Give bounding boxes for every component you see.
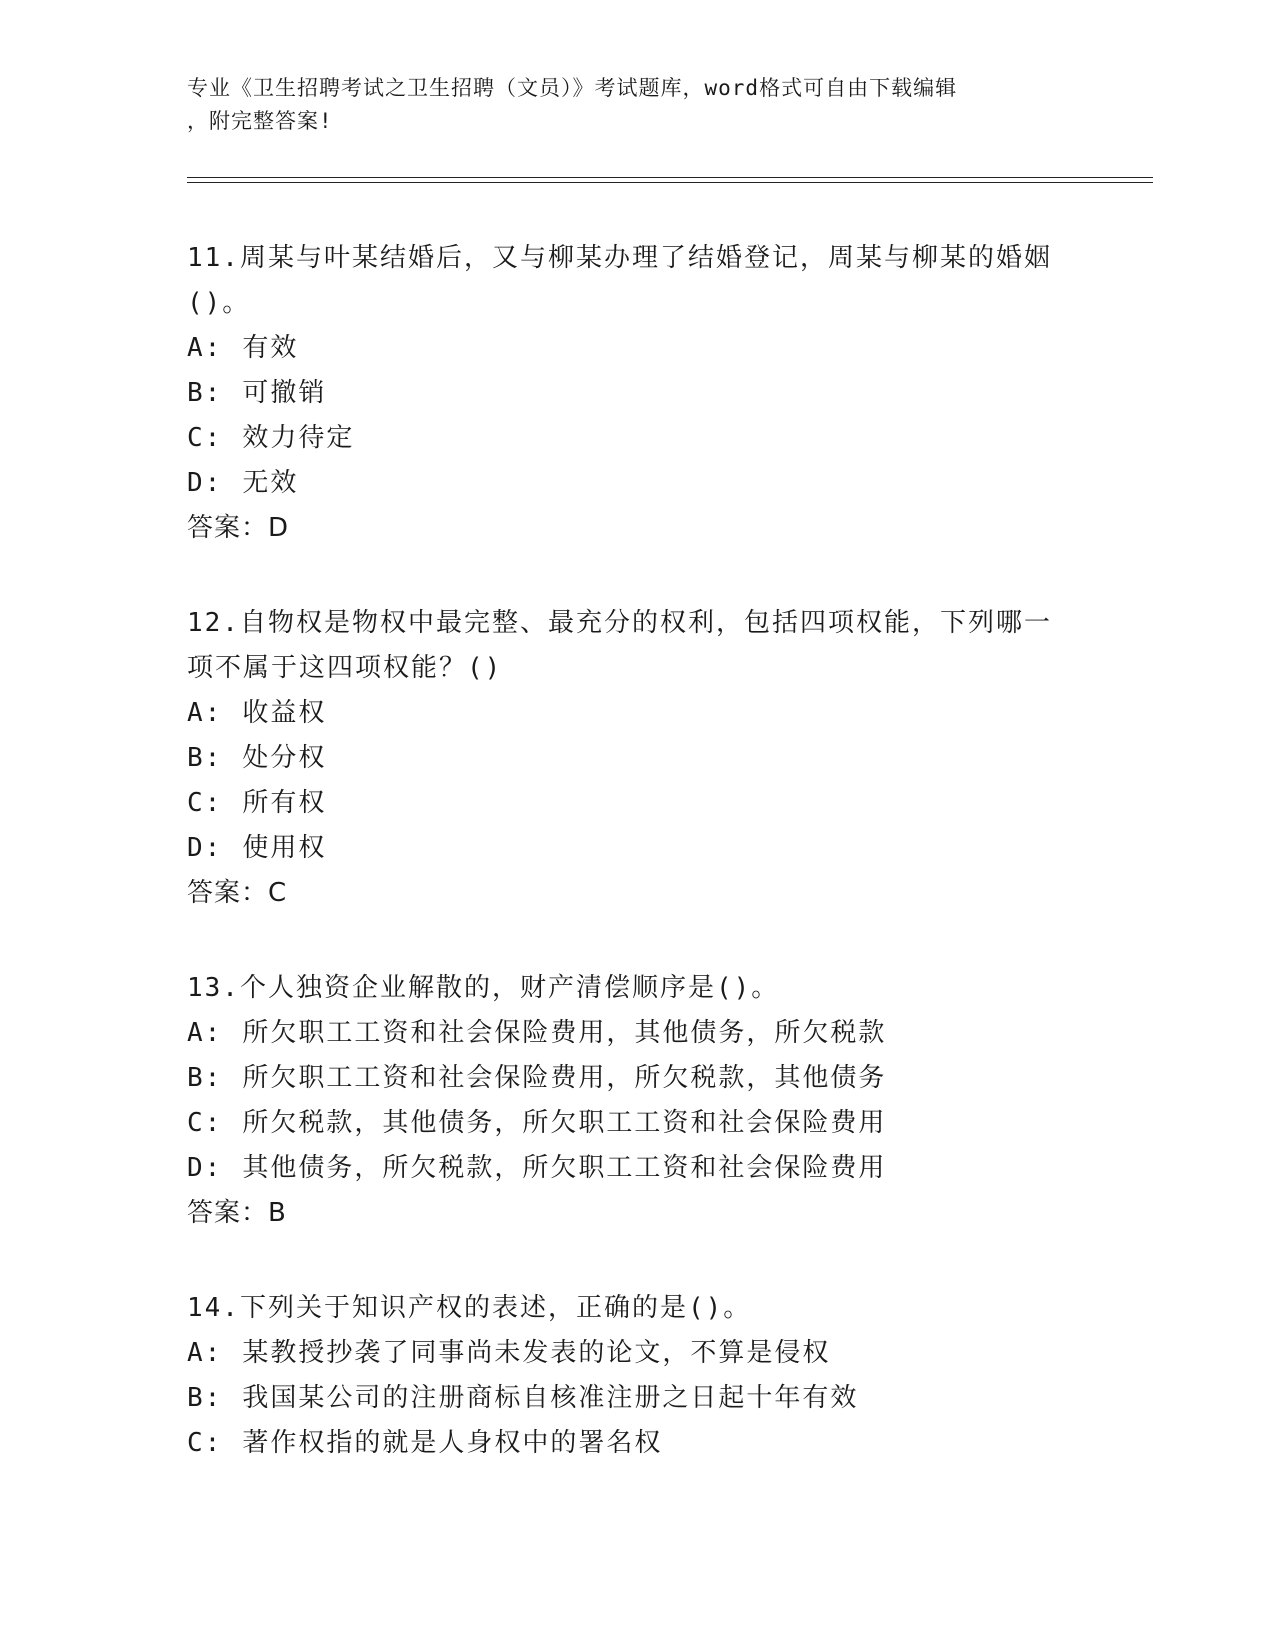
option-d — [187, 1146, 1087, 1191]
option-letter: C: — [187, 423, 223, 453]
option-text: 某教授抄袭了同事尚未发表的论文，不算是侵权 — [242, 1338, 831, 1368]
question-11 — [187, 236, 1087, 551]
option-letter: D: — [187, 1153, 223, 1183]
option-d — [187, 461, 1087, 506]
answer-line: 答案：D — [187, 513, 290, 543]
option-b — [187, 1056, 1087, 1101]
question-stem: 11.周某与叶某结婚后，又与柳某办理了结婚登记，周某与柳某的婚姻 — [187, 243, 1052, 273]
option-text: 收益权 — [242, 698, 327, 728]
option-c — [187, 416, 1087, 461]
option-b — [187, 736, 1087, 781]
option-b — [187, 1376, 1087, 1421]
question-14 — [187, 1286, 1087, 1466]
document-header — [187, 72, 1087, 138]
question-stem-continued: ()。 — [187, 288, 251, 318]
option-text: 效力待定 — [242, 423, 355, 453]
option-letter: B: — [187, 1383, 223, 1413]
question-stem: 13.个人独资企业解散的，财产清偿顺序是()。 — [187, 973, 780, 1003]
option-letter: B: — [187, 378, 223, 408]
header-line-2: ，附完整答案! — [187, 109, 333, 133]
answer-line: 答案：B — [187, 1198, 287, 1228]
option-text: 无效 — [242, 468, 299, 498]
question-stem: 14.下列关于知识产权的表述，正确的是()。 — [187, 1293, 752, 1323]
question-list — [187, 236, 1087, 1466]
question-stem: 12.自物权是物权中最完整、最充分的权利，包括四项权能，下列哪一 — [187, 608, 1052, 638]
option-letter: B: — [187, 743, 223, 773]
option-c — [187, 781, 1087, 826]
option-c — [187, 1101, 1087, 1146]
option-text: 可撤销 — [242, 378, 327, 408]
option-a — [187, 326, 1087, 371]
option-a — [187, 691, 1087, 736]
option-letter: C: — [187, 1428, 223, 1458]
option-text: 处分权 — [242, 743, 327, 773]
option-text: 所欠职工工资和社会保险费用，所欠税款，其他债务 — [242, 1063, 887, 1093]
question-12 — [187, 601, 1087, 916]
option-b — [187, 371, 1087, 416]
option-d — [187, 826, 1087, 871]
option-text: 我国某公司的注册商标自核准注册之日起十年有效 — [242, 1383, 859, 1413]
option-letter: A: — [187, 698, 223, 728]
option-a — [187, 1011, 1087, 1056]
option-letter: B: — [187, 1063, 223, 1093]
option-text: 所欠税款，其他债务，所欠职工工资和社会保险费用 — [242, 1108, 887, 1138]
option-letter: D: — [187, 468, 223, 498]
option-text: 所欠职工工资和社会保险费用，其他债务，所欠税款 — [242, 1018, 887, 1048]
option-text: 所有权 — [242, 788, 327, 818]
header-divider-top — [187, 177, 1153, 178]
option-c — [187, 1421, 1087, 1466]
option-letter: A: — [187, 333, 223, 363]
option-letter: C: — [187, 788, 223, 818]
answer-line: 答案：C — [187, 878, 288, 908]
option-letter: D: — [187, 833, 223, 863]
option-text: 著作权指的就是人身权中的署名权 — [242, 1428, 663, 1458]
header-line-1: 专业《卫生招聘考试之卫生招聘（文员）》考试题库，word格式可自由下载编辑 — [187, 76, 958, 100]
option-letter: A: — [187, 1018, 223, 1048]
option-letter: C: — [187, 1108, 223, 1138]
option-text: 使用权 — [242, 833, 327, 863]
option-a — [187, 1331, 1087, 1376]
header-divider-bottom — [187, 182, 1153, 183]
option-text: 有效 — [242, 333, 299, 363]
option-text: 其他债务，所欠税款，所欠职工工资和社会保险费用 — [242, 1153, 887, 1183]
option-letter: A: — [187, 1338, 223, 1368]
question-stem-continued: 项不属于这四项权能？() — [187, 653, 503, 683]
question-13 — [187, 966, 1087, 1236]
